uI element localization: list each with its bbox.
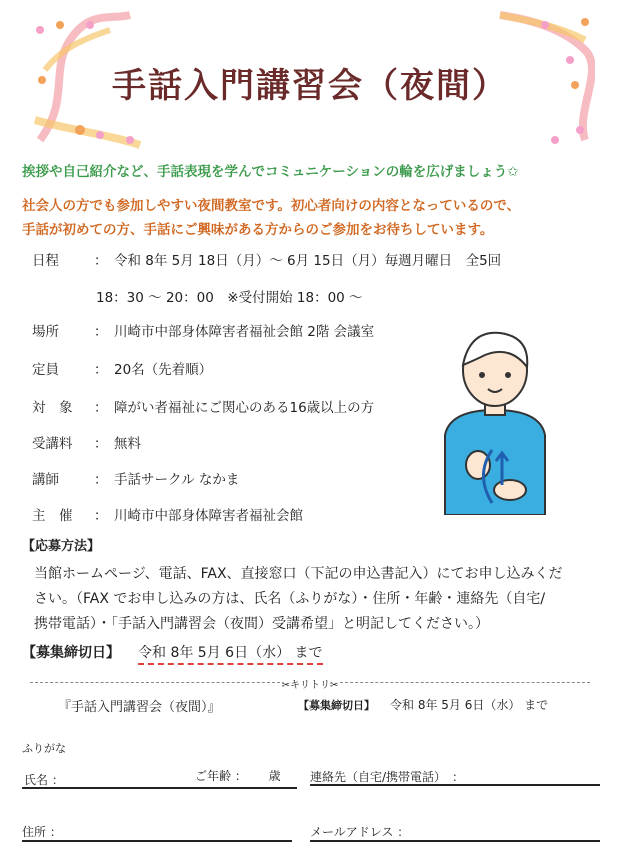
colon: ： [94, 436, 108, 452]
sign-language-person-illustration [430, 325, 560, 515]
detail-value: 手話サークル なかま [114, 472, 240, 488]
apply-heading: 【応募方法】 [22, 539, 101, 554]
contact-label: 連絡先（自宅/携帯電話） ： [310, 770, 465, 784]
dashed-line [30, 682, 280, 683]
lead-orange-1: 社会人の方でも参加しやすい夜間教室です。初心者向けの内容となっているので、 [22, 198, 521, 214]
detail-organizer [32, 504, 303, 524]
dashed-line [340, 682, 590, 683]
detail-value: 無料 [114, 436, 141, 452]
detail-target [32, 396, 374, 416]
contact-field[interactable] [310, 784, 600, 786]
page-title: 手話入門講習会（夜間） [112, 66, 508, 106]
detail-time [96, 286, 363, 306]
name-label: 氏名 ： [24, 773, 64, 787]
detail-key: 日程 [32, 253, 59, 269]
apply-line-3: 携帯電話）・「手話入門講習会（夜間）受講希望」と明記してください。） [34, 616, 489, 632]
form-deadline-value: 令和 8年 5月 6日（水） まで [390, 698, 549, 712]
detail-key: 講師 [32, 472, 59, 488]
lead-green: 挨拶や自己紹介など、手話表現を学んでコミュニケーションの輪を広げましょう✩ [22, 164, 519, 180]
detail-capacity [32, 358, 212, 378]
detail-instructor [32, 468, 239, 488]
deadline [22, 642, 323, 662]
age-label: ご年齢 ： 歳 [195, 769, 281, 783]
detail-value: 18：30 ～ 20：00 ※受付開始 18：00 ～ [96, 290, 363, 306]
deadline-label: 【募集締切日】 [22, 645, 120, 661]
detail-value: 川崎市中部身体障害者福祉会館 2階 会議室 [114, 324, 375, 340]
colon: ： [94, 400, 108, 416]
detail-value: 令和 8年 5月 18日（月）～ 6月 15日（月）毎週月曜日 全5回 [114, 253, 502, 269]
detail-fee [32, 432, 141, 452]
form-title: 『手話入門講習会（夜間）』 [58, 700, 221, 715]
colon: ： [94, 253, 108, 269]
detail-key: 対 象 [32, 400, 73, 416]
cut-line [30, 676, 590, 691]
name-field[interactable] [22, 787, 297, 789]
email-field[interactable] [310, 840, 600, 842]
deadline-value: 令和 8年 5月 6日（水） まで [138, 645, 323, 665]
detail-schedule [32, 249, 501, 269]
detail-value: 20名（先着順） [114, 362, 213, 378]
cut-label: ✂キリトリ✂ [281, 680, 339, 691]
apply-line-1: 当館ホームページ、電話、FAX、直接窓口（下記の申込書記入）にてお申し込みくだ [34, 566, 563, 582]
furigana-label: ふりがな [22, 742, 66, 755]
detail-value: 障がい者福祉にご関心のある16歳以上の方 [114, 400, 375, 416]
apply-line-2: さい。（FAX でお申し込みの方は、氏名（ふりがな）・住所・年齢・連絡先（自宅/ [34, 591, 546, 607]
colon: ： [94, 472, 108, 488]
form-deadline-label: 【募集締切日】 [298, 699, 375, 712]
colon: ： [94, 324, 108, 340]
address-field[interactable] [22, 840, 292, 842]
email-label: メールアドレス ： [310, 825, 410, 839]
colon: ： [94, 362, 108, 378]
detail-value: 川崎市中部身体障害者福祉会館 [114, 508, 303, 524]
detail-key: 場所 [32, 324, 59, 340]
detail-key: 受講料 [32, 436, 73, 452]
lead-orange-2: 手話が初めての方、手話にご興味がある方からのご参加をお待ちしています。 [22, 222, 494, 238]
detail-key: 主 催 [32, 508, 73, 524]
colon: ： [94, 508, 108, 524]
detail-venue [32, 320, 374, 340]
address-label: 住所 ： [22, 825, 62, 839]
detail-key: 定員 [32, 362, 59, 378]
